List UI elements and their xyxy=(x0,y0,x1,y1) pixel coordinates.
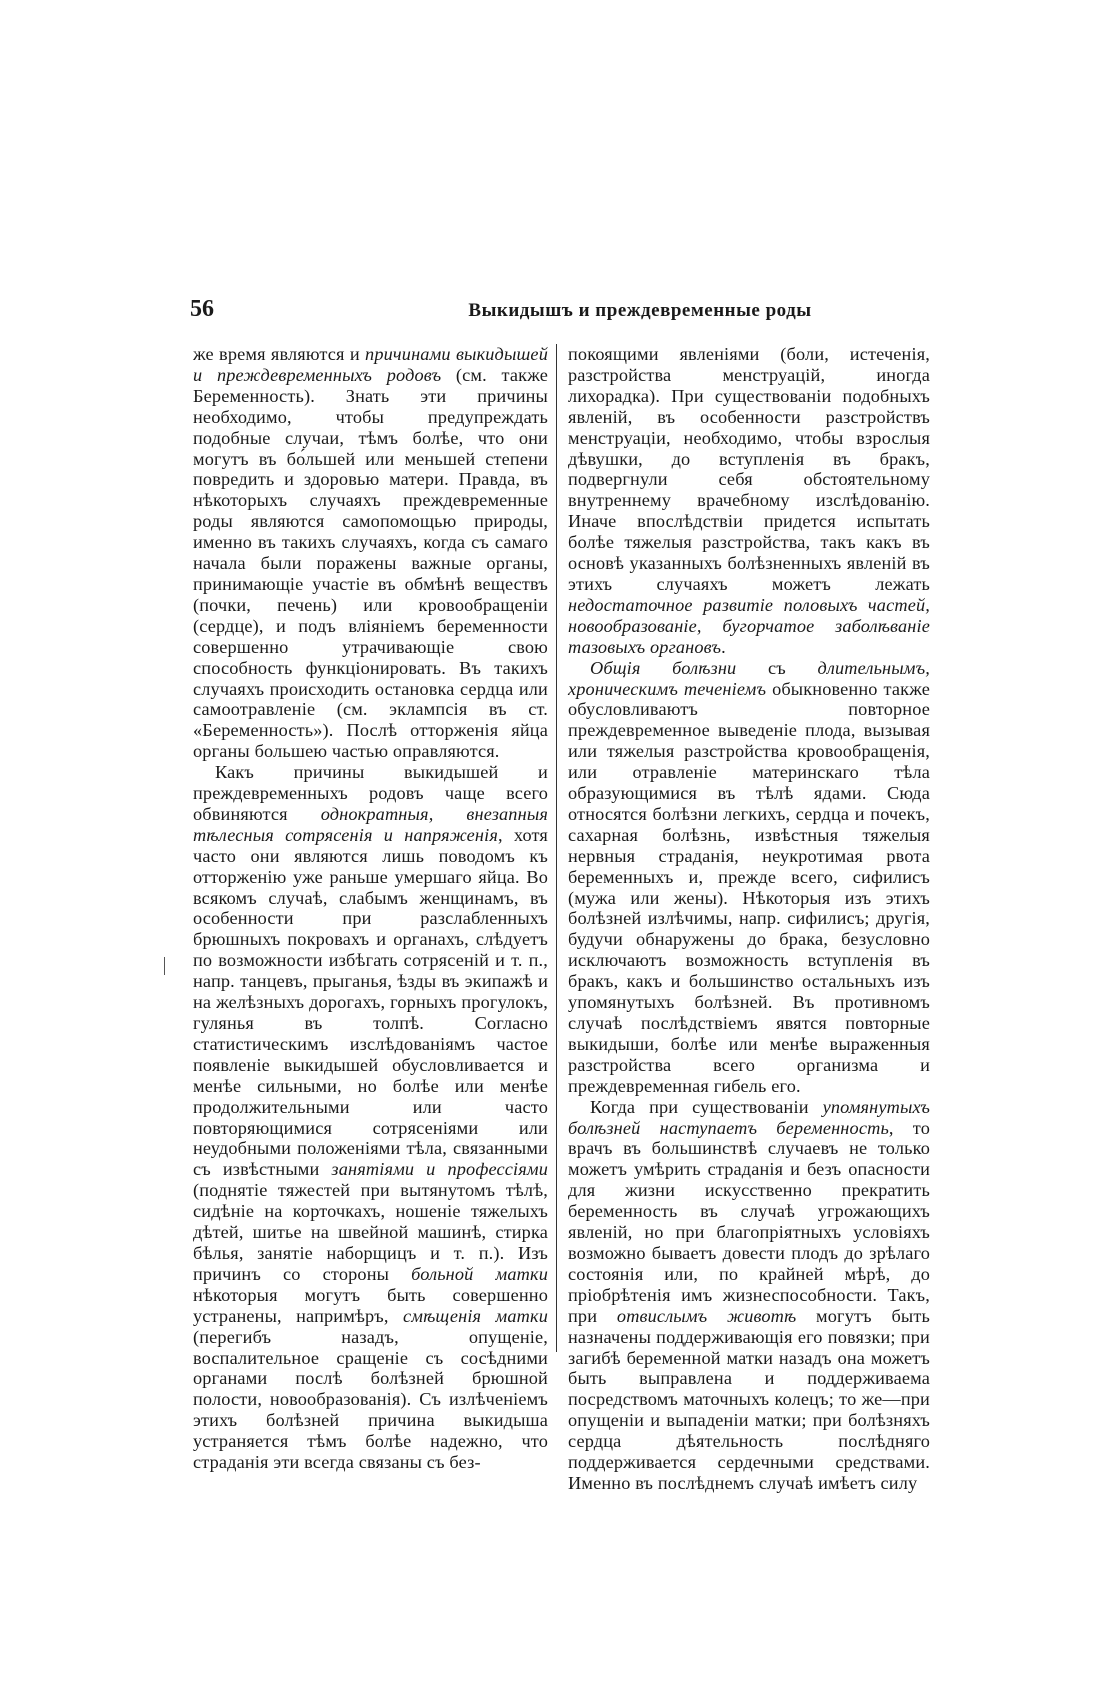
right-paragraph-1 xyxy=(568,344,930,658)
left-column xyxy=(193,344,548,1473)
right-paragraph-2 xyxy=(568,658,930,1097)
text-run: же время являются и xyxy=(193,344,366,364)
text-run: нѣкоторыя могутъ быть совершенно устранены, напримѣръ, xyxy=(193,1284,548,1326)
right-paragraph-3 xyxy=(568,1097,930,1494)
italic-run: причинами выкидышей и преждевременныхъ родовъ xyxy=(193,344,548,385)
text-run: (поднятіе тяжестей при вытянутомъ тѣлѣ, сидѣніе на корточкахъ, ношеніе тяжелыхъ дѣтей, шитье на швейной машинѣ, стирка бѣлья, занятіе наборщицъ и т. п.). Изъ причинъ со стороны xyxy=(193,1180,548,1284)
running-title: Выкидышъ и преждевременные роды xyxy=(468,300,812,321)
italic-run: Общія болѣзни xyxy=(590,657,737,678)
running-header xyxy=(190,296,930,330)
italic-run: больной матки xyxy=(411,1263,548,1284)
italic-run: однократныя, внезапныя тѣлесныя сотрясенія и напряженія xyxy=(193,803,548,845)
text-run: (см. также Беременность). Знать эти причины необходимо, чтобы предупреждать подобные случаи, тѣмъ болѣе, что они могутъ въ бо́льшей или меньшей степени повредить и здоровью матери. Правда, въ нѣкоторыхъ случаяхъ преждевременные роды являются самопомощью природы, именно въ такихъ случаяхъ, когда съ самаго начала были поражены важные органы, принимающіе участіе въ обмѣнѣ веществъ (почки, печень) или кровообращеніи (сердце), и подъ вліяніемъ беременности совершенно утрачивающіе свою способность функціонировать. Въ такихъ случаяхъ происходить остановка сердца или самоотравленіе (см. эклампсія въ ст. «Беременность»). Послѣ отторженія яйца органы большею частью оправляются. xyxy=(193,364,549,762)
text-run: покоящими явленіями (боли, истеченія, разстройства менструацій, иногда лихорадка). При существованіи подобныхъ явленій, въ особенности разстройствъ менструаціи, необходимо, чтобы взрослыя дѣвушки, до вступленія въ бракъ, подвергнули себя обстоятельному внутреннему врачебному изслѣдованію. Иначе впослѣдствіи придется испытать болѣе тяжелыя разстройства, такъ какъ въ основѣ указанныхъ болѣзненныхъ явленій въ этихъ случаяхъ можетъ лежать xyxy=(568,344,930,594)
italic-run: длительнымъ, хроническимъ теченіемъ xyxy=(568,657,930,699)
text-run: , хотя часто они являются лишь поводомъ къ отторженію уже раньше умершаго яйца. Во всякомъ случаѣ, слабымъ женщинамъ, въ особенности при разслабленныхъ брюшныхъ покровахъ и органахъ, слѣдуетъ по возможности избѣгать сотрясеній и т. п., напр. танцевъ, прыганья, ѣзды въ экипажѣ и на желѣзныхъ дорогахъ, горныхъ прогулокъ, гулянья въ толпѣ. Согласно статистическимъ изслѣдованіямъ частое появленіе выкидышей обусловливается и менѣе сильными, но болѣе или менѣе продолжительными или часто повторяющимися сотрясеніями или неудобными положеніями тѣла, связанными съ извѣстными xyxy=(193,824,548,1180)
right-column xyxy=(568,344,930,1494)
column-divider xyxy=(556,344,557,1352)
text-run: Когда при существованіи xyxy=(590,1096,823,1117)
italic-run: смѣщенія матки xyxy=(403,1305,548,1326)
left-paragraph-1 xyxy=(193,344,548,762)
text-run: (перегибъ назадъ, опущеніе, воспалительное сращеніе съ сосѣдними органами послѣ болѣзней брюшной полости, новообразованія). Съ излѣченіемъ этихъ болѣзней причина выкидыша устраняется тѣмъ болѣе надежно, что страданія эти всегда связаны съ без- xyxy=(193,1326,548,1473)
text-run: , то врачъ въ большинствѣ случаевъ не только можетъ умѣрить страданія и безъ опасности для жизни искусственно прекратить беременность въ случаѣ угрожающихъ явленій, но при благопріятныхъ условіяхъ возможно бываетъ довести плодъ до зрѣлаго состоянія или, по крайней мѣрѣ, до пріобрѣтенія имъ жизнеспособности. Такъ, при xyxy=(568,1117,930,1326)
italic-run: занятіями и профессіями xyxy=(331,1159,548,1180)
text-run: могутъ быть назначены поддерживающія его повязки; при загибѣ беременной матки назадъ она можетъ быть выправлена и поддерживаема посредствомъ маточныхъ колецъ; то же—при опущеніи и выпаденіи матки; при болѣзняхъ сердца дѣятельность послѣдняго поддерживается сердечными средствами. Именно въ послѣднемъ случаѣ имѣетъ силу xyxy=(568,1305,930,1493)
page-number: 56 xyxy=(190,296,214,322)
italic-run: недостаточное развитіе половыхъ частей, новообразованіе, бугорчатое заболѣваніе тазовыхъ органовъ xyxy=(568,594,930,657)
left-paragraph-2 xyxy=(193,762,548,1473)
text-run: съ xyxy=(736,657,818,678)
text-run: Какъ причины выкидышей и преждевременныхъ родовъ чаще всего обвиняются xyxy=(193,762,548,824)
text-run: . xyxy=(721,636,726,657)
italic-run: упомянутыхъ болѣзней наступаетъ беременность xyxy=(568,1096,930,1138)
margin-mark xyxy=(164,957,165,975)
text-run: обыкновенно также обусловливаютъ повторное преждевременное выведеніе плода, вызывая или тяжелыя разстройства кровообращенія, или отравленіе материнскаго тѣла образующимися въ тѣлѣ ядами. Сюда относятся болѣзни легкихъ, сердца и почекъ, сахарная болѣзнь, извѣстныя тяжелыя нервныя страданія, неукротимая рвота беременныхъ и, прежде всего, сифилисъ (мужа или жены). Нѣкоторыя изъ этихъ болѣзней излѣчимы, напр. сифилисъ; другія, будучи обнаружены до брака, безусловно исключаютъ возможность вступленія въ бракъ, какъ и большинство остальныхъ изъ упомянутыхъ болѣзней. Въ противномъ случаѣ послѣдствіемъ явятся повторные выкидыши, болѣе или менѣе выраженныя разстройства всего организма и преждевременная гибель его. xyxy=(568,678,930,1096)
italic-run: отвислымъ животѣ xyxy=(616,1305,797,1326)
